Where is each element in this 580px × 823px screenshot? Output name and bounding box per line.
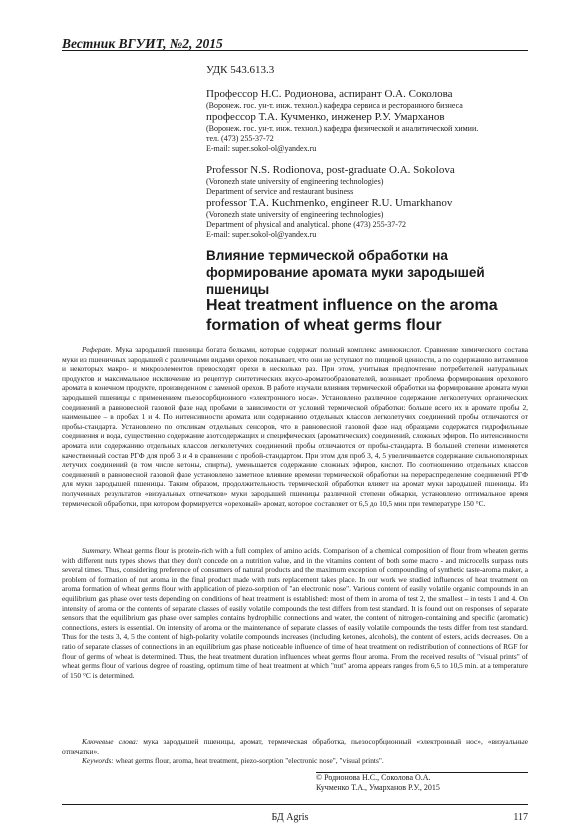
authors-ru-affiliation-2: (Воронеж. гос. ун-т. инж. технол.) кафедра физической и аналитической химии. [206, 124, 479, 133]
authors-ru-email: E-mail: super.sokol-ol@yandex.ru [206, 144, 317, 153]
article-title-en: Heat treatment influence on the aroma formation of wheat germs flour [206, 297, 498, 334]
keywords-en [62, 756, 528, 766]
authors-en-department-1: Department of service and restaurant business [206, 187, 354, 196]
keywords-ru [62, 737, 528, 756]
keywords-en-text: wheat germs flour, aroma, heat treatment, piezo-sorption "electronic nose", "visual prints". [115, 756, 384, 765]
footer-database: БД Agris [271, 812, 309, 823]
copyright [316, 773, 440, 793]
authors-en-affiliation-1: (Voronezh state university of engineering technologies) [206, 177, 384, 186]
authors-en-email: E-mail: super.sokol-ol@yandex.ru [206, 230, 317, 239]
udk-code: УДК 543.613.3 [206, 64, 275, 76]
abstract-en-text: Wheat germs flour is protein-rich with a full complex of amino acids. Comparison of a chemical composition of flour from wheaten germs with different nuts types shows that they don't concede on a nutrition value, and in the vitamins content of both some macro - and microcells surpass nuts several times. Thus, considering preference of consumers of natural products and the maximum exception of compounding of synthetic taste-aroma maker, a problem of formation of nut aroma in the final product made with nuts replacement takes place. In our work we studied influences of heat treatment on aroma formation of wheat germs flour with application of piezo-sorption of "an electronic nose". Various content of easily volatile organic compounds in an equilibrium gas phase over tests depending on conditions of heat treatment is established: most of them in aroma of test 2, the smallest – in tests 1 and 4. On intensity of aroma or the contents of separate classes of easily volatile compounds the test differs from test standard. It is found out on responses of separate sensors that the equilibrium gas phase over samples contains hydrophilic connections and water, the content of nitrogen-containing and specific (aromatic) connections, esters is essential. On intensity of aroma or the maintenance of separate classes of easily volatile compounds the tests differ from test standard. Thus for the tests 3, 4, 5 the content of high-polarity volatile compounds increases (including ketones, alcohols), the content of esters, acids decreases. On a ratio of separate classes of connections in an equilibrium gas phase noticeable influence of time of heat treatment on redistribution of connections of RGF for flour of germs of wheat is determined. Thus, the heat treatment duration influences wheat germs flour aroma. From the received results of "visual prints" of wheat germs flour of various degree of roasting, optimum time of heat treatment at which "nut" aroma appears ranges from 6,5 to 10,5 min. at a temperature of 150 °C is determined. [62, 546, 528, 680]
authors-en-names-2: professor T.A. Kuchmenko, engineer R.U. Umarkhanov [206, 197, 453, 209]
authors-ru-names-2: профессор Т.А. Кучменко, инженер Р.У. Умарханов [206, 111, 445, 123]
authors-en-department-2: Department of physical and analytical. phone (473) 255-37-72 [206, 220, 406, 229]
authors-en-affiliation-2: (Voronezh state university of engineering technologies) [206, 210, 384, 219]
keywords-ru-label: Ключевые слова: [82, 737, 139, 746]
copyright-line-2: Кучменко Т.А., Умарханов Р.У., 2015 [316, 783, 440, 792]
authors-ru-affiliation-1: (Воронеж. гос. ун-т. инж. технол.) кафедра сервиса и ресторанного бизнеса [206, 101, 463, 110]
keywords-ru-text: мука зародышей пшеницы, аромат, термическая обработка, пьезосорбционный «электронный нос», «визуальные отпечатки». [62, 737, 528, 756]
abstract-en-label: Summary. [82, 546, 112, 555]
authors-ru-names-1: Профессор Н.С. Родионова, аспирант О.А. Соколова [206, 88, 453, 100]
footer-rule [62, 804, 528, 805]
authors-ru-phone: тел. (473) 255-37-72 [206, 134, 274, 143]
abstract-ru-text: Мука зародышей пшеницы богата белками, которые содержат полный комплекс аминокислот. Сравнение химического состава муки из пшеничных зародышей с различными видами орехов показывает, что они не уступают по пищевой ценности, а по содержанию витаминов и некоторых макро- и микроэлементов превосходят орехи в несколько раз. При этом, учитывая предпочтение потребителей натуральных продуктов и максимальное исключение из рецептур синтетических вкусо-ароматообразователей, возникает проблема формирования орехового аромата в конечном продукте, произведенном с заменой орехов. В работе изучали влияния термической обработки на формирование аромата муки зародышей пшеницы с применением пьезосорбционного «электронного носа». Установлено различное содержание легколетучих органических соединений в равновесной газовой фазе над пробами в зависимости от условий термической обработки: больше всего их в аромате пробы 2, наименьшее – в пробах 1 и 4. По интенсивности аромата или содержанию отдельных классов легколетучих соединений пробы отличаются от пробы-стандарта. Установлено по откликам отдельных сенсоров, что в равновесной газовой фазе над образцами содержатся гидрофильные соединения и вода, существенно содержание азотсодержащих и специфических (ароматических) соединений, сложных эфиров. По интенсивности аромата или содержанию отдельных классов легколетучих соединений пробы отличаются от пробы-стандарта. В большей степени изменяется качественный состав РГФ для проб 3 и 4 в сравнении с пробой-стандартом. При этом для проб 3, 4, 5 увеличивается содержание сильнополярных летучих соединений (в том числе кетоны, спирты), уменьшается содержание сложных эфиров, кислот. По соотношению отдельных классов соединений в равновесной газовой фазе установлено заметное влияние времени термической обработки на перераспределение соединений РГФ для муки зародышей пшеницы. Таким образом, продолжительность термической обработки влияет на аромат муки зародышей пшеницы. Из полученных результатов «визуальных отпечатков» муки зародышей пшеницы различной степени обжарки, установлено оптимальное время термической обработки, при котором формируется «ореховый» аромат, которое составляет от 6,5 до 10,5 мин при температуре 150 °С. [62, 345, 528, 508]
authors-en-names-1: Professor N.S. Rodionova, post-graduate O.A. Sokolova [206, 164, 455, 176]
journal-header: Вестник ВГУИТ, №2, 2015 [62, 36, 223, 51]
abstract-en [62, 546, 528, 680]
copyright-line-1: © Родионова Н.С., Соколова О.А. [316, 773, 431, 782]
authors-ru [206, 88, 526, 154]
keywords-en-label: Keywords: [82, 756, 114, 765]
abstract-ru [62, 345, 528, 508]
header-rule [62, 50, 528, 51]
abstract-ru-label: Реферат. [82, 345, 113, 354]
article-title-ru: Влияние термической обработки на формирование аромата муки зародышей пшеницы [206, 248, 485, 297]
page-number: 117 [513, 812, 528, 823]
authors-en [206, 164, 526, 240]
